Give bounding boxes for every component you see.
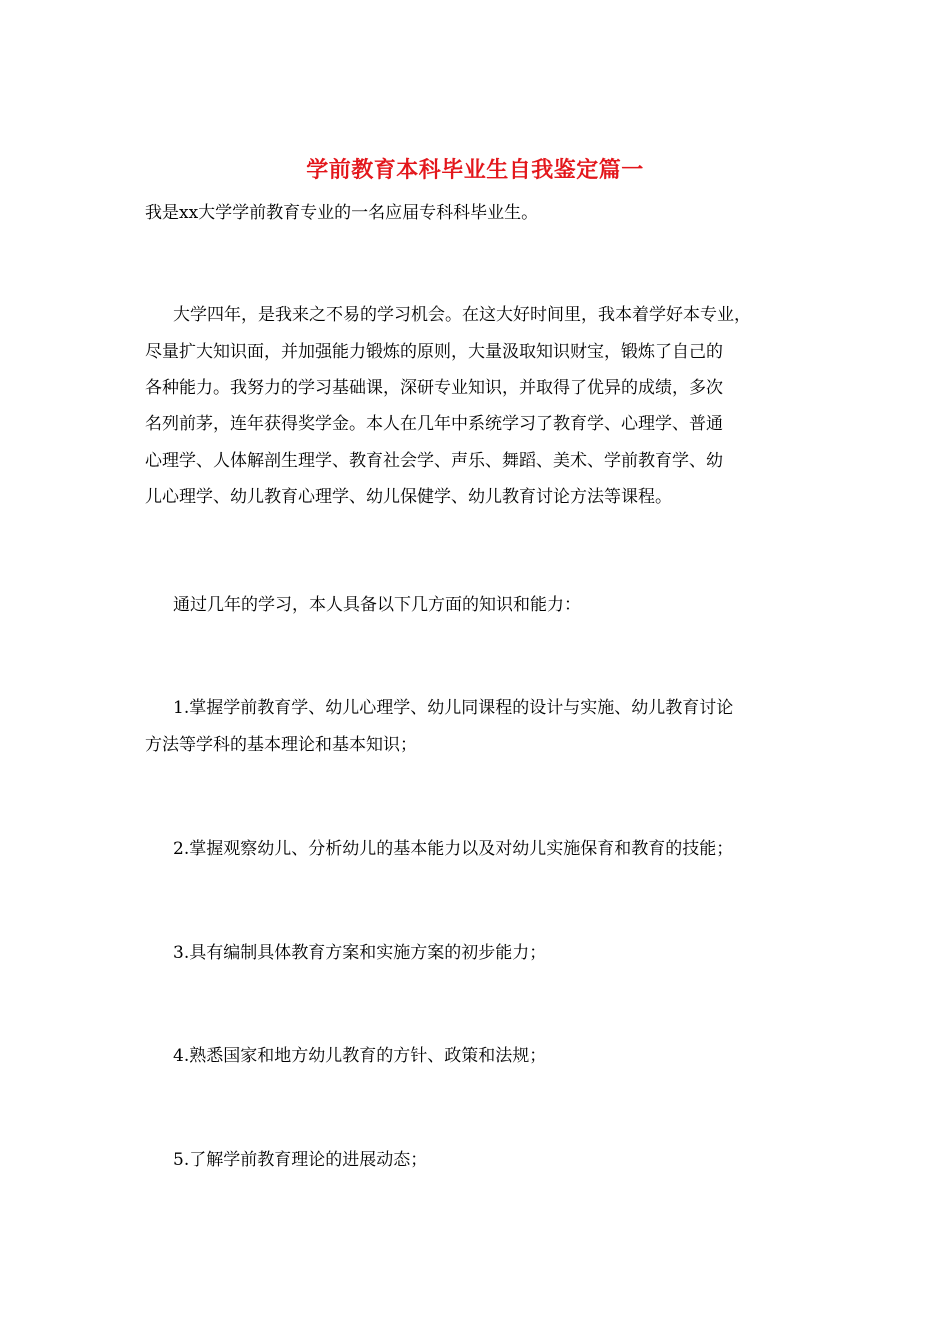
list-item-2: 2.掌握观察幼儿、分析幼儿的基本能力以及对幼儿实施保育和教育的技能；	[173, 839, 734, 859]
intro-line: 我是xx大学学前教育专业的一名应届专科科毕业生。	[145, 203, 539, 223]
paragraph-1-line-3: 各种能力。我努力的学习基础课，深研专业知识，并取得了优异的成绩，多次	[145, 378, 723, 398]
list-item-4: 4.熟悉国家和地方幼儿教育的方针、政策和法规；	[173, 1046, 547, 1066]
list-item-1-line-1: 1.掌握学前教育学、幼儿心理学、幼儿同课程的设计与实施、幼儿教育讨论	[173, 698, 734, 718]
paragraph-1-line-4: 名列前茅，连年获得奖学金。本人在几年中系统学习了教育学、心理学、普通	[145, 414, 723, 434]
list-item-3: 3.具有编制具体教育方案和实施方案的初步能力；	[173, 943, 547, 963]
list-item-5: 5.了解学前教育理论的进展动态；	[173, 1150, 428, 1170]
paragraph-1-line-1: 大学四年，是我来之不易的学习机会。在这大好时间里，我本着学好本专业，	[173, 305, 751, 325]
paragraph-1-line-5: 心理学、人体解剖生理学、教育社会学、声乐、舞蹈、美术、学前教育学、幼	[145, 451, 723, 471]
paragraph-2-line: 通过几年的学习，本人具备以下几方面的知识和能力：	[173, 595, 581, 615]
document-title: 学前教育本科毕业生自我鉴定篇一	[306, 157, 644, 183]
paragraph-1-line-2: 尽量扩大知识面，并加强能力锻炼的原则，大量汲取知识财宝，锻炼了自己的	[145, 342, 723, 362]
list-item-1-line-2: 方法等学科的基本理论和基本知识；	[145, 735, 417, 755]
paragraph-1-line-6: 儿心理学、幼儿教育心理学、幼儿保健学、幼儿教育讨论方法等课程。	[145, 487, 672, 507]
